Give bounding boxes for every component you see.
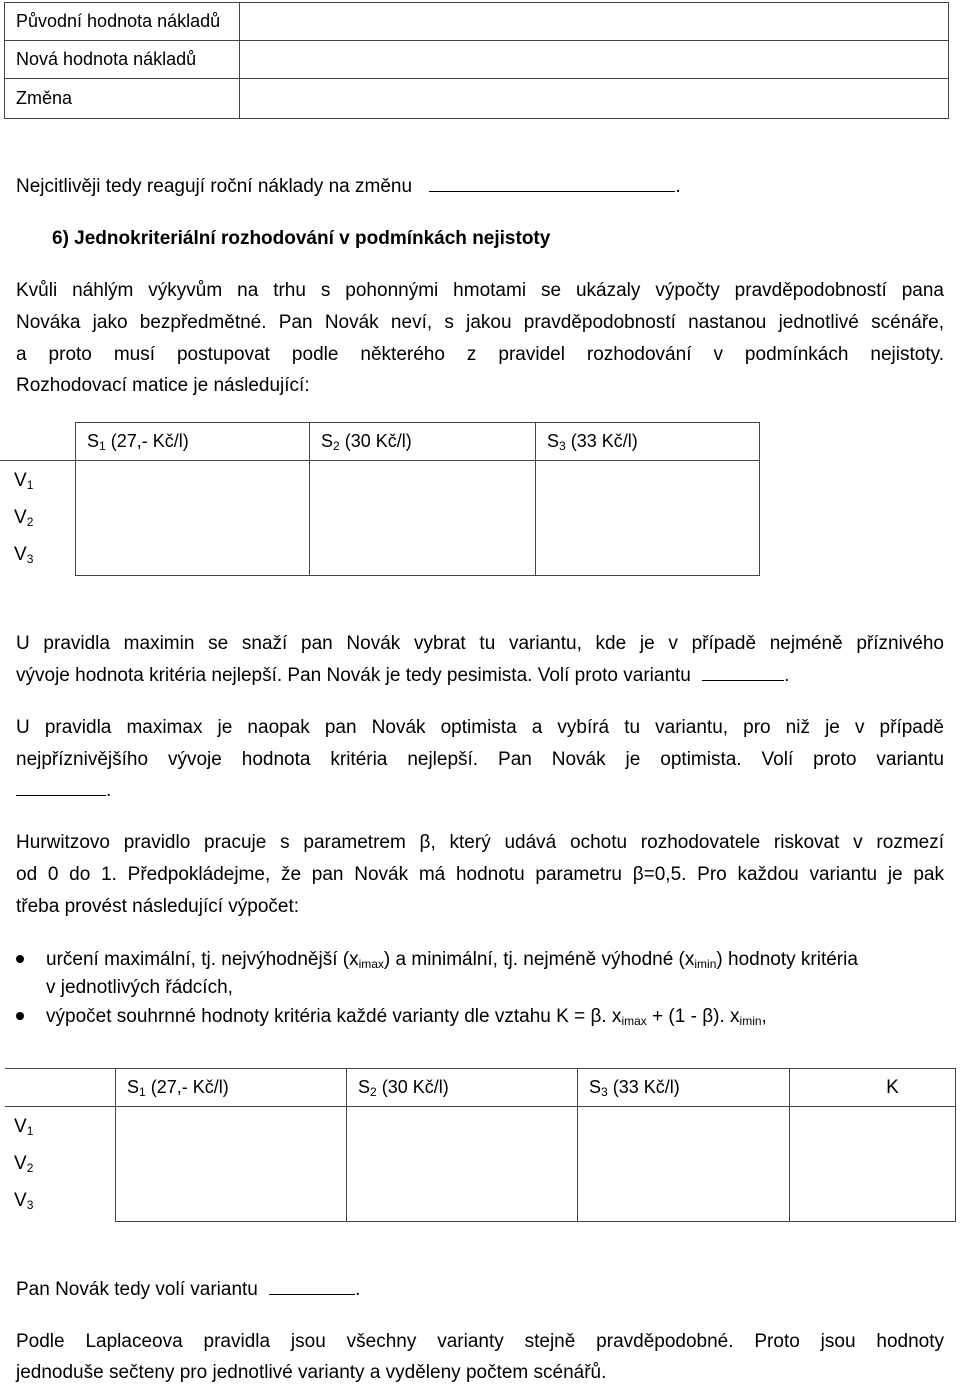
hurwitz-line-3: třeba provést následující výpočet: <box>16 896 300 917</box>
maximax-line-2: nejpříznivějšího vývoje hodnota kritéria nejlepší. Pan Novák je optimista. Volí proto variantu <box>16 749 944 770</box>
bullet-1: určení maximální, tj. nejvýhodnější $(x_{imax})$ a minimální, tj. nejméně výhodné $(x_{imin})$ hodnoty kritéria <box>46 949 858 971</box>
hurwitz-line-2: od 0 do 1. Předpokládejme, že pan Novák má hodnotu parametru β=0,5. Pro každou variantu je pak <box>16 864 944 885</box>
hurwitz-line-1: Hurwitzovo pravidlo pracuje s parametrem β, který udává ochotu rozhodovatele riskovat v rozmezí <box>16 832 944 853</box>
hurwitz-matrix <box>0 1068 958 1224</box>
maximin-blank[interactable] <box>702 662 784 681</box>
cost-row-new: Nová hodnota nákladů <box>5 41 240 79</box>
sensitivity-end: . <box>675 176 681 197</box>
matrix-header-s1: $S_1$ (27,- Kč/l) <box>116 1069 347 1107</box>
bullet-2: výpočet souhrnné hodnoty kritéria každé varianty dle vztahu K = β. $x_{imax} + (1 - \beta)$. $x_{imin}$, <box>46 1006 767 1028</box>
cost-value-original <box>240 3 949 41</box>
maximax-blank[interactable] <box>16 777 106 796</box>
sensitivity-blank[interactable] <box>429 173 675 192</box>
row-label-v3: $V_3$ <box>14 544 34 566</box>
cost-value-new <box>240 41 949 79</box>
maximax-line-3 <box>16 775 944 806</box>
choice-sentence <box>16 1274 944 1305</box>
bullet-1-continuation: v jednotlivých řádcích, <box>46 977 233 998</box>
matrix-header-s3: $S_3$ (33 Kč/l) <box>578 1069 790 1107</box>
row-label-v2: $V_2$ <box>14 507 34 529</box>
section-heading: 6) Jednokriteriální rozhodování v podmínkách nejistoty <box>52 228 551 249</box>
matrix-header-s1: $S_1$ (27,- Kč/l) <box>76 423 310 461</box>
row-label-v1: $V_1$ <box>14 470 34 492</box>
cost-row-original: Původní hodnota nákladů <box>5 3 240 41</box>
matrix-row-labels <box>0 460 75 575</box>
choice-end: . <box>355 1279 361 1300</box>
matrix-header-s2: $S_2$ (30 Kč/l) <box>310 423 536 461</box>
matrix-header-k: K <box>790 1069 956 1107</box>
maximin-line-2 <box>16 660 944 691</box>
laplace-line-2: jednoduše sečteny pro jednotlivé varianty a vyděleny počtem scénářů. <box>16 1362 607 1383</box>
maximin-line-1: U pravidla maximin se snaží pan Novák vybrat tu variantu, kde je v případě nejméně příznivého <box>16 633 944 654</box>
sensitivity-sentence <box>16 171 944 202</box>
decision-matrix-grid <box>75 422 760 576</box>
matrix-cell <box>347 1107 578 1222</box>
hurwitz-matrix-grid <box>5 1068 956 1222</box>
choice-text: Pan Novák tedy volí variantu <box>16 1279 258 1300</box>
matrix-row-labels <box>5 1107 116 1222</box>
intro-line-4: Rozhodovací matice je následující: <box>16 375 310 396</box>
choice-blank[interactable] <box>269 1276 355 1295</box>
matrix-cell <box>790 1107 956 1222</box>
intro-line-2: Nováka jako bezpředmětné. Pan Novák neví, s jakou pravděpodobností nastanou jednotlivé scénáře, <box>16 312 944 333</box>
maximin-text: vývoje hodnota kritéria nejlepší. Pan Novák je tedy pesimista. Volí proto variantu <box>16 665 691 686</box>
row-label-v2: $V_2$ <box>14 1153 34 1175</box>
matrix-header-s2: $S_2$ (30 Kč/l) <box>347 1069 578 1107</box>
row-label-v3: $V_3$ <box>14 1190 34 1212</box>
cost-row-change: Změna <box>5 79 240 119</box>
matrix-cell <box>578 1107 790 1222</box>
maximin-end: . <box>784 665 790 686</box>
matrix-cell <box>76 461 310 576</box>
cost-value-change <box>240 79 949 119</box>
sensitivity-text: Nejcitlivěji tedy reagují roční náklady na změnu <box>16 176 413 197</box>
matrix-header-s3: $S_3$ (33 Kč/l) <box>536 423 760 461</box>
matrix-cell <box>536 461 760 576</box>
maximax-end: . <box>106 780 112 801</box>
row-label-v1: $V_1$ <box>14 1116 34 1138</box>
decision-matrix <box>0 422 760 578</box>
bullet-dot <box>16 1012 24 1020</box>
intro-line-3: a proto musí postupovat podle některého z pravidel rozhodování v podmínkách nejistoty. <box>16 344 944 365</box>
matrix-corner-cell <box>5 1069 116 1107</box>
cost-table <box>4 2 949 119</box>
matrix-cell <box>116 1107 347 1222</box>
laplace-line-1: Podle Laplaceova pravidla jsou všechny varianty stejně pravděpodobné. Proto jsou hodnoty <box>16 1331 944 1352</box>
matrix-cell <box>310 461 536 576</box>
intro-line-1: Kvůli náhlým výkyvům na trhu s pohonnými hmotami se ukázaly výpočty pravděpodobností pana <box>16 280 944 301</box>
bullet-dot <box>16 955 24 963</box>
maximax-line-1: U pravidla maximax je naopak pan Novák optimista a vybírá tu variantu, pro niž je v případě <box>16 717 944 738</box>
